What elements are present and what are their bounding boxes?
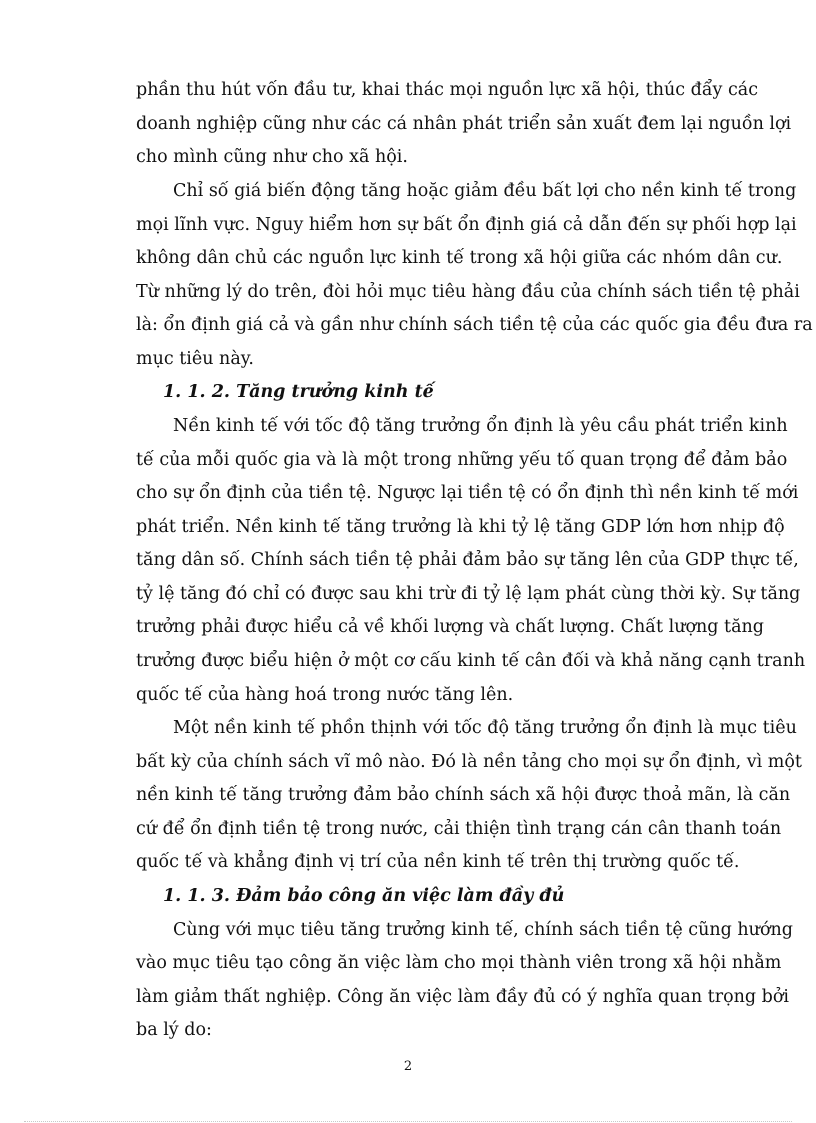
paragraph-1-line-1: phần thu hút vốn đầu tư, khai thác mọi nguồn lực xã hội, thúc đẩy các: [136, 80, 759, 100]
section-heading-1-1-3: 1. 1. 3. Đảm bảo công ăn việc làm đầy đủ: [163, 886, 565, 906]
paragraph-4-line-2: bất kỳ của chính sách vĩ mô nào. Đó là nền tảng cho mọi sự ổn định, vì một: [136, 752, 802, 772]
paragraph-3-line-4: phát triển. Nền kinh tế tăng trưởng là khi tỷ lệ tăng GDP lớn hơn nhịp độ: [136, 517, 785, 537]
paragraph-3-line-5: tăng dân số. Chính sách tiền tệ phải đảm bảo sự tăng lên của GDP thực tế,: [136, 550, 799, 570]
footer-divider: [24, 1121, 792, 1122]
paragraph-4-line-4: cứ để ổn định tiền tệ trong nước, cải thiện tình trạng cán cân thanh toán: [136, 819, 782, 839]
paragraph-4-line-5: quốc tế và khẳng định vị trí của nền kinh tế trên thị trường quốc tế.: [136, 852, 740, 872]
paragraph-2-line-5: là: ổn định giá cả và gần như chính sách tiền tệ của các quốc gia đều đưa ra: [136, 315, 813, 335]
paragraph-3-line-8: trưởng được biểu hiện ở một cơ cấu kinh tế cân đối và khả năng cạnh tranh: [136, 651, 806, 671]
paragraph-5-line-4: ba lý do:: [136, 1020, 212, 1040]
paragraph-4-line-3: nền kinh tế tăng trưởng đảm bảo chính sách xã hội được thoả mãn, là căn: [136, 785, 791, 805]
paragraph-4-line-1: Một nền kinh tế phồn thịnh với tốc độ tăng trưởng ổn định là mục tiêu: [173, 718, 797, 738]
paragraph-3-line-1: Nền kinh tế với tốc độ tăng trưởng ổn định là yêu cầu phát triển kinh: [173, 416, 788, 436]
paragraph-1-line-2: doanh nghiệp cũng như các cá nhân phát triển sản xuất đem lại nguồn lợi: [136, 114, 792, 134]
paragraph-3-line-3: cho sự ổn định của tiền tệ. Ngược lại tiền tệ có ổn định thì nền kinh tế mới: [136, 483, 799, 503]
section-heading-1-1-2: 1. 1. 2. Tăng trưởng kinh tế: [163, 382, 434, 402]
paragraph-2-line-3: không dân chủ các nguồn lực kinh tế trong xã hội giữa các nhóm dân cư.: [136, 248, 783, 268]
paragraph-5-line-2: vào mục tiêu tạo công ăn việc làm cho mọi thành viên trong xã hội nhằm: [136, 953, 782, 973]
page-number: 2: [403, 1059, 413, 1074]
paragraph-3-line-2: tế của mỗi quốc gia và là một trong những yếu tố quan trọng để đảm bảo: [136, 450, 788, 470]
paragraph-2-line-6: mục tiêu này.: [136, 349, 254, 369]
paragraph-1-line-3: cho mình cũng như cho xã hội.: [136, 147, 408, 167]
paragraph-3-line-6: tỷ lệ tăng đó chỉ có được sau khi trừ đi tỷ lệ lạm phát cùng thời kỳ. Sự tăng: [136, 584, 801, 604]
paragraph-2-line-1: Chỉ số giá biến động tăng hoặc giảm đều bất lợi cho nền kinh tế trong: [173, 181, 797, 201]
paragraph-3-line-9: quốc tế của hàng hoá trong nước tăng lên.: [136, 685, 514, 705]
paragraph-5-line-3: làm giảm thất nghiệp. Công ăn việc làm đầy đủ có ý nghĩa quan trọng bởi: [136, 987, 789, 1007]
paragraph-3-line-7: trưởng phải được hiểu cả về khối lượng và chất lượng. Chất lượng tăng: [136, 617, 764, 637]
paragraph-2-line-2: mọi lĩnh vực. Nguy hiểm hơn sự bất ổn định giá cả dẫn đến sự phối hợp lại: [136, 215, 797, 235]
paragraph-2-line-4: Từ những lý do trên, đòi hỏi mục tiêu hàng đầu của chính sách tiền tệ phải: [136, 282, 800, 302]
paragraph-5-line-1: Cùng với mục tiêu tăng trưởng kinh tế, chính sách tiền tệ cũng hướng: [173, 920, 793, 940]
